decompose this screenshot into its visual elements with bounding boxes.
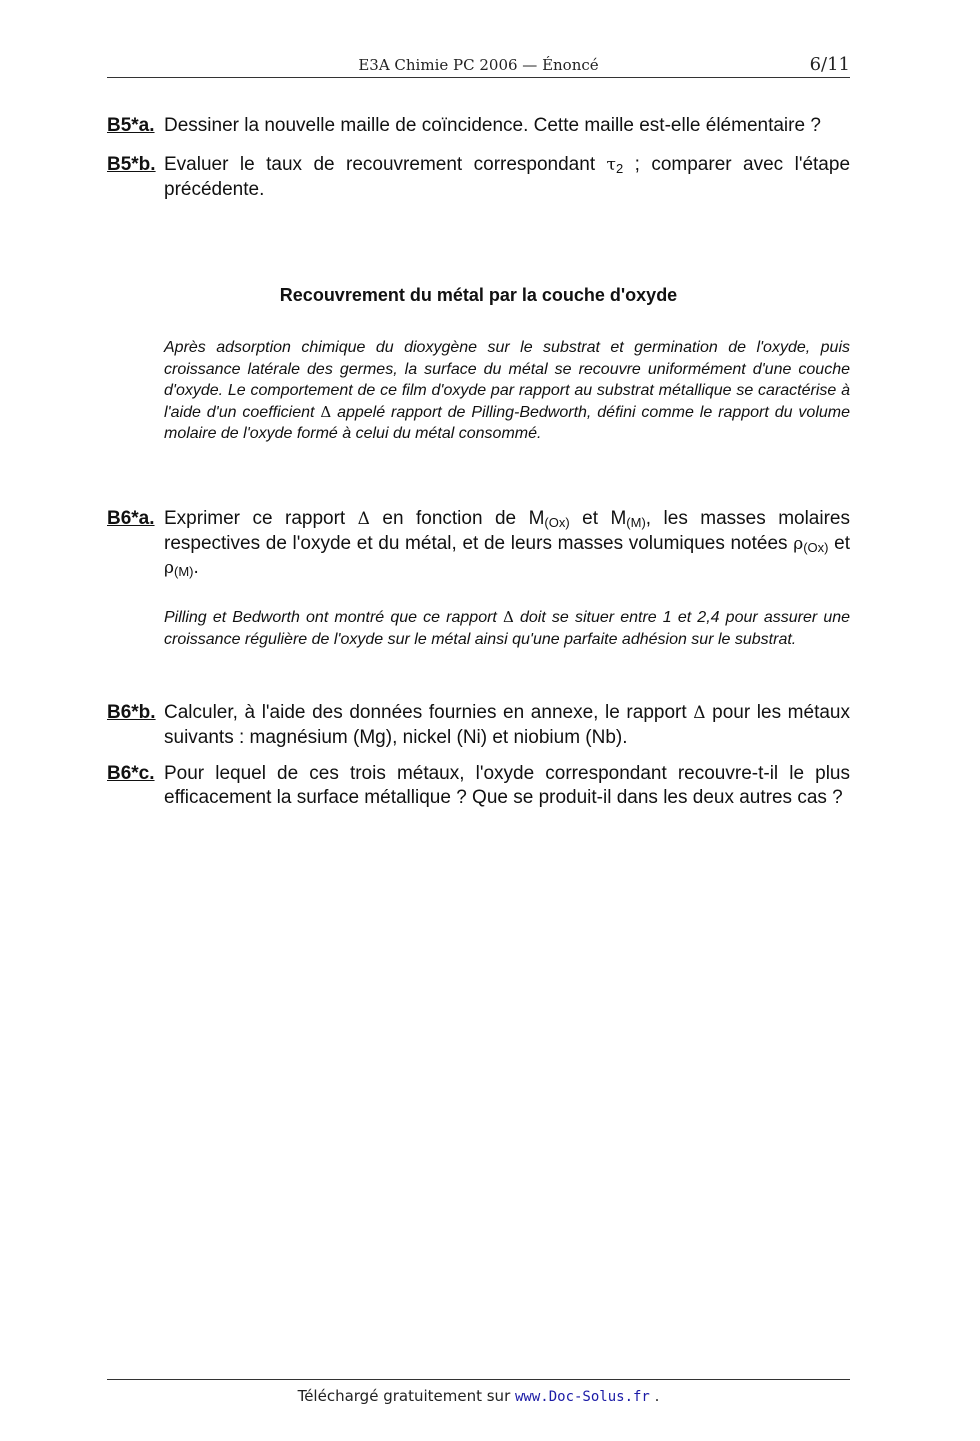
question-label: B5*b. [107,154,156,175]
question-text: Pour lequel de ces trois métaux, l'oxyde correspondant recouvre-t-il le plus efficacement la surface métallique ? Que se produit-il dans les deux autres cas ? [164,763,850,808]
question-text: Exprimer ce rapport Δ en fonction de M(Ox) et M(M), les masses molaires respectives de l'oxyde et du métal, et de leurs masses volumiques notées ρ(Ox) et ρ(M). [164,508,850,579]
question-label: B6*a. [107,508,155,529]
rho-symbol: ρ [793,533,804,554]
question-b6b [107,701,850,749]
header-title: E3A Chimie PC 2006 — Énoncé [358,56,599,74]
tau-symbol: τ [606,155,616,175]
page-number: 6/11 [809,54,850,75]
footer-rule [107,1379,850,1380]
intro-paragraph: Après adsorption chimique du dioxygène sur le substrat et germination de l'oxyde, puis croissance latérale des germes, la surface du métal se recouvre uniformément d'une couche d'oxyde. Le comportement de ce film d'oxyde par rapport au substrat métallique se caractérise à l'aide d'un coefficient Δ appelé rapport de Pilling-Bedworth, défini comme le rapport du volume molaire de l'oxyde formé à celui du métal consommé. [164,339,850,442]
footer-link[interactable]: www.Doc-Solus.fr [515,1389,650,1405]
delta-symbol: Δ [320,402,332,421]
question-label: B6*c. [107,763,155,784]
question-b5a [107,114,850,138]
question-text: Evaluer le taux de recouvrement correspondant τ2 ; comparer avec l'étape précédente. [164,154,851,200]
delta-symbol: Δ [503,608,514,626]
question-b6a [107,507,850,581]
question-label: B5*a. [107,115,155,136]
page-header [107,54,850,78]
question-b5b [107,153,850,201]
question-label: B6*b. [107,702,156,723]
section-title: Recouvrement du métal par la couche d'oxyde [279,285,678,305]
question-text: Calculer, à l'aide des données fournies en annexe, le rapport Δ pour les métaux suivants : magnésium (Mg), nickel (Ni) et niobium (Nb). [164,702,850,748]
page-footer: Téléchargé gratuitement sur www.Doc-Solus.fr . [297,1387,660,1405]
header-rule [107,77,850,78]
question-text: Dessiner la nouvelle maille de coïncidence. Cette maille est-elle élémentaire ? [164,115,821,136]
delta-symbol: Δ [357,509,370,529]
delta-symbol: Δ [693,703,706,723]
intro-paragraph-2: Pilling et Bedworth ont montré que ce rapport Δ doit se situer entre 1 et 2,4 pour assurer une croissance régulière de l'oxyde sur le métal ainsi qu'une parfaite adhésion sur le substrat. [164,608,851,648]
rho-symbol: ρ [164,558,174,578]
question-b6c [107,762,850,809]
